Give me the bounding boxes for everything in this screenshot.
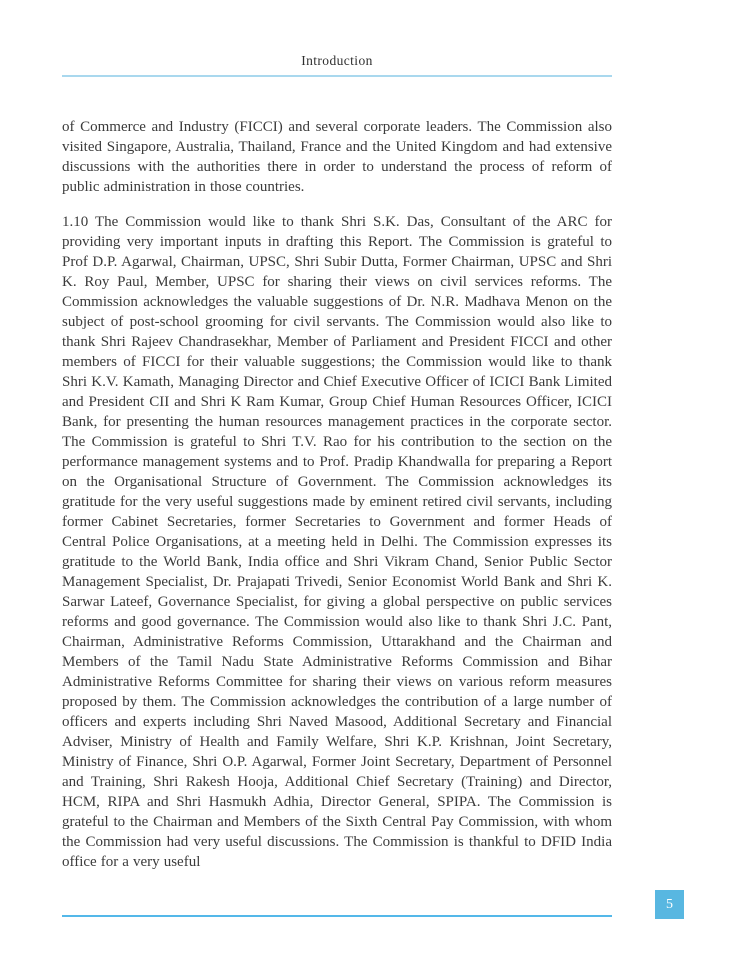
footer-rule xyxy=(62,915,612,917)
page-number: 5 xyxy=(666,896,673,912)
page-number-badge xyxy=(655,890,684,919)
page-title: Introduction xyxy=(301,53,373,68)
header-rule xyxy=(62,75,612,77)
paragraph-continuation: of Commerce and Industry (FICCI) and several corporate leaders. The Commission also visited Singapore, Australia, Thailand, France and the United Kingdom and had extensive discussions with the authorities there in order to understand the process of reform of public administration in those countries. xyxy=(62,119,612,195)
paragraph-1-10: 1.10 The Commission would like to thank Shri S.K. Das, Consultant of the ARC for providing very important inputs in drafting this Report. The Commission is grateful to Prof D.P. Agarwal, Chairman, UPSC, Shri Subir Dutta, Former Chairman, UPSC and Shri K. Roy Paul, Member, UPSC for sharing their views on civil services reforms. The Commission acknowledges the valuable suggestions of Dr. N.R. Madhava Menon on the subject of post-school grooming for civil servants. The Commission would also like to thank Shri Rajeev Chandrasekhar, Member of Parliament and President FICCI and other members of FICCI for their valuable suggestions; the Commission would like to thank Shri K.V. Kamath, Managing Director and Chief Executive Officer of ICICI Bank Limited and President CII and Shri K Ram Kumar, Group Chief Human Resources Officer, ICICI Bank, for presenting the human resources management practices in the corporate sector. The Commission is grateful to Shri T.V. Rao for his contribution to the section on the performance management systems and to Prof. Pradip Khandwalla for preparing a Report on the Organisational Structure of Government. The Commission acknowledges its gratitude for the very useful suggestions made by eminent retired civil servants, including former Cabinet Secretaries, former Secretaries to Government and former Heads of Central Police Organisations, at a meeting held in Delhi. The Commission expresses its gratitude to the World Bank, India office and Shri Vikram Chand, Senior Public Sector Management Specialist, Dr. Prajapati Trivedi, Senior Economist World Bank and Shri K. Sarwar Lateef, Governance Specialist, for giving a global perspective on public services reforms and good governance. The Commission would also like to thank Shri J.C. Pant, Chairman, Administrative Reforms Commission, Uttarakhand and the Chairman and Members of the Tamil Nadu State Administrative Reforms Commission and Bihar Administrative Reforms Committee for sharing their views on various reform measures proposed by them. The Commission acknowledges the contribution of a large number of officers and experts including Shri Naved Masood, Additional Secretary and Financial Adviser, Ministry of Health and Family Welfare, Shri K.P. Krishnan, Joint Secretary, Ministry of Finance, Shri O.P. Agarwal, Former Joint Secretary, Department of Personnel and Training, Shri Rakesh Hooja, Additional Chief Secretary (Training) and Director, HCM, RIPA and Shri Hasmukh Adhia, Director General, SPIPA. The Commission is grateful to the Chairman and Members of the Sixth Central Pay Commission, with whom the Commission had very useful discussions. The Commission is thankful to DFID India office for a very useful xyxy=(62,214,612,870)
